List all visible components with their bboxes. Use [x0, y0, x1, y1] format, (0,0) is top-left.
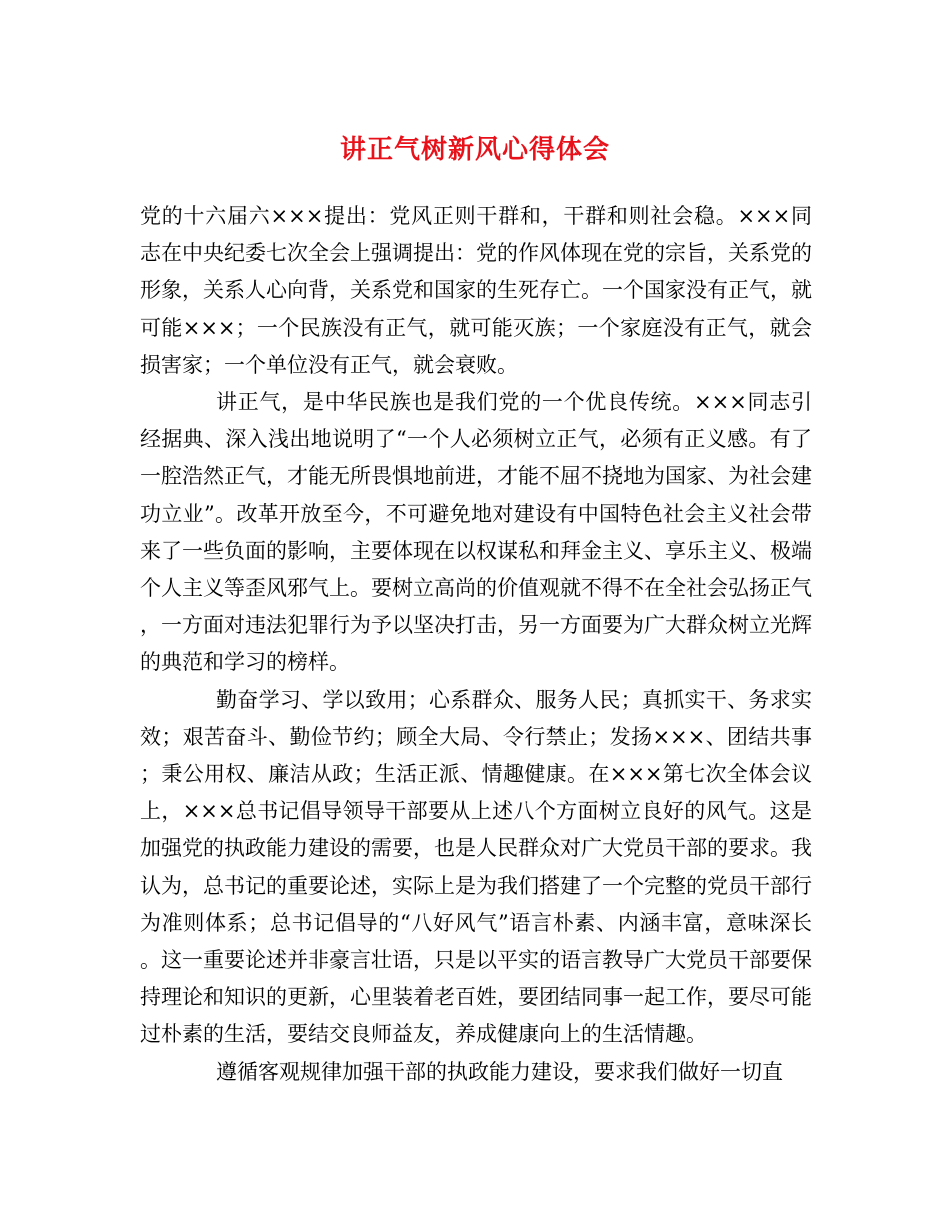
- paragraph-1: 党的十六届六×××提出：党风正则干群和，干群和则社会稳。×××同志在中央纪委七次全会上强调提出：党的作风体现在党的宗旨，关系党的形象，关系人心向背，关系党和国家的生死存亡。一个国家没有正气，就可能×××；一个民族没有正气，就可能灭族；一个家庭没有正气，就会损害家；一个单位没有正气，就会衰败。: [140, 204, 812, 377]
- paragraph-4: 遵循客观规律加强干部的执政能力建设，要求我们做好一切直: [216, 1059, 783, 1084]
- document-body: [140, 198, 812, 1091]
- paragraph-3: 勤奋学习、学以致用；心系群众、服务人民；真抓实干、务求实效；艰苦奋斗、勤俭节约；顾全大局、令行禁止；发扬×××、团结共事；秉公用权、廉洁从政；生活正派、情趣健康。在×××第七次全体会议上，×××总书记倡导领导干部要从上述八个方面树立良好的风气。这是加强党的执政能力建设的需要，也是人民群众对广大党员干部的要求。我认为，总书记的重要论述，实际上是为我们搭建了一个完整的党员干部行为准则体系；总书记倡导的“八好风气”语言朴素、内涵丰富，意味深长。这一重要论述并非豪言壮语，只是以平实的语言教导广大党员干部要保持理论和知识的更新，心里装着老百姓，要团结同事一起工作，要尽可能过朴素的生活，要结交良师益友，养成健康向上的生活情趣。: [140, 687, 812, 1047]
- document-title: 讲正气树新风心得体会: [339, 135, 610, 165]
- paragraph-2: 讲正气，是中华民族也是我们党的一个优良传统。×××同志引经据典、深入浅出地说明了“一个人必须树立正气，必须有正义感。有了一腔浩然正气，才能无所畏惧地前进，才能不屈不挠地为国家、为社会建功立业”。改革开放至今，不可避免地对建设有中国特色社会主义社会带来了一些负面的影响，主要体现在以权谋私和拜金主义、享乐主义、极端个人主义等歪风邪气上。要树立高尚的价值观就不得不在全社会弘扬正气，一方面对违法犯罪行为予以坚决打击，另一方面要为广大群众树立光辉的典范和学习的榜样。: [140, 390, 812, 675]
